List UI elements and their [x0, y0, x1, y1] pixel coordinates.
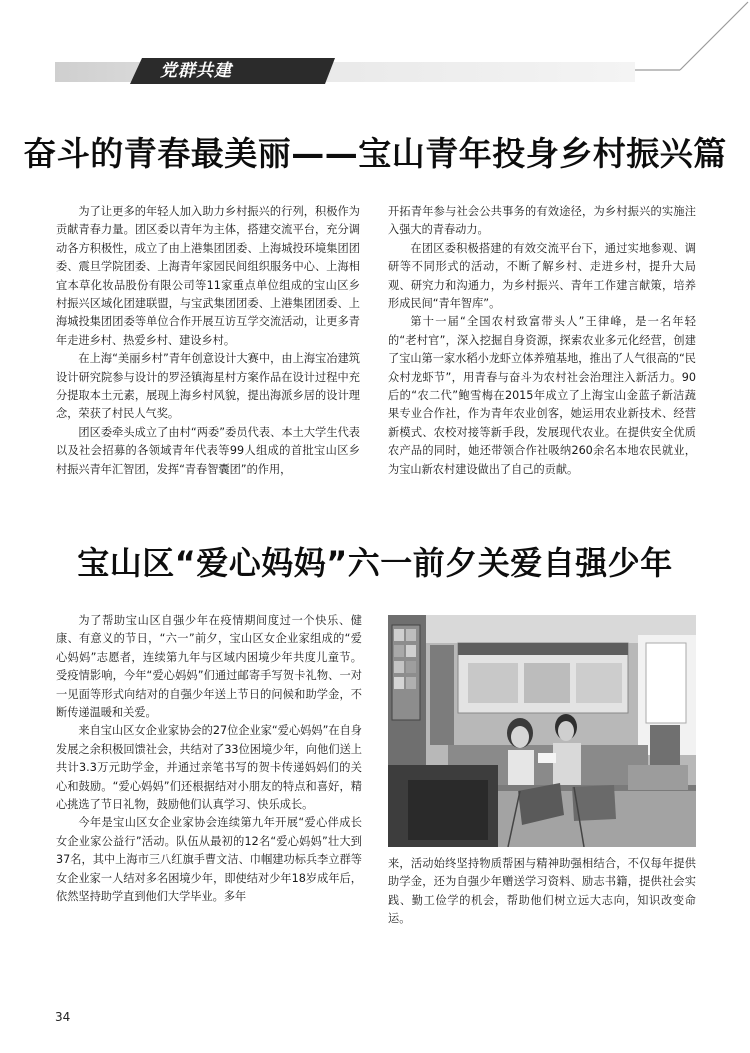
- page-number: 34: [55, 1010, 71, 1024]
- event-photo: [388, 615, 696, 847]
- section-label: 党群共建: [160, 61, 232, 81]
- paragraph-continuation: 开拓青年参与社会公共事务的有效途径，为乡村振兴的实施注入强大的青春动力。: [388, 205, 696, 237]
- paragraph: 为了让更多的年轻人加入助力乡村振兴的行列，积极作为贡献青春力量。团区委以青年为主体，搭建交流平台，充分调动各方积极性，成立了由上港集团团委、上海城投环境集团团委、震旦学院团委、上海青年家园民间组织服务中心、上海相宜本草化妆品股份有限公司等11家重点单位组成的宝山区乡村振兴区域化团建联盟，与宝武集团团委、上港集团团委、上海城投集团团委等单位合作开展互访互学交流活动，让更多青年走进乡村、热爱乡村、建设乡村。: [56, 205, 360, 347]
- article1-column-2: [388, 203, 696, 479]
- paragraph: 团区委牵头成立了由村“两委”委员代表、本土大学生代表以及社会招募的各领域青年代表等99人组成的首批宝山区乡村振兴青年汇智团，发挥“青春智囊团”的作用，: [56, 425, 360, 476]
- article1-column-1: [56, 203, 360, 479]
- corner-decoration: [620, 0, 750, 80]
- paragraph: 来自宝山区女企业家协会的27位企业家“爱心妈妈”在自身发展之余积极回馈社会，共结对了33位困境少年，向他们送上共计3.3万元助学金，并通过亲笔书写的贺卡传递妈妈们的关心和鼓励。“爱心妈妈”们还根据结对小朋友的特点和喜好，精心挑选了节日礼物，鼓励他们认真学习、快乐成长。: [56, 724, 362, 812]
- photo-illustration: [388, 615, 696, 847]
- paragraph: 在团区委积极搭建的有效交流平台下，通过实地参观、调研等不同形式的活动，不断了解乡村、走进乡村，提升大局观、研究力和沟通力，为乡村振兴、青年工作建言献策，培养形成民间“青年智库”。: [388, 241, 696, 311]
- article2-title: 宝山区“爱心妈妈”六一前夕关爱自强少年: [77, 544, 673, 582]
- section-header: [55, 56, 635, 86]
- article1-title: 奋斗的青春最美丽——宝山青年投身乡村振兴篇: [23, 134, 727, 173]
- article2-column-2: [388, 855, 696, 929]
- paragraph-continuation: 来，活动始终坚持物质帮困与精神助强相结合，不仅每年提供助学金，还为自强少年赠送学习资料、励志书籍，提供社会实践、勤工俭学的机会，帮助他们树立远大志向，知识改变命运。: [388, 857, 696, 926]
- paragraph: 今年是宝山区女企业家协会连续第九年开展“爱心伴成长 女企业家公益行”活动。队伍从最初的12名“爱心妈妈”壮大到37名，其中上海市三八红旗手曹文洁、巾帼建功标兵李立群等女企业家一人结对多名困境少年，即使结对少年18岁成年后，依然坚持助学直到他们大学毕业。多年: [56, 816, 362, 904]
- paragraph: 第十一届“全国农村致富带头人”王律峰，是一名年轻的“老村官”，深入挖掘自身资源，探索农业多元化经营，创建了宝山第一家水稻小龙虾立体养殖基地，推出了人气很高的“民众村龙虾节”，用青春与奋斗为农村社会治理注入新活力。90后的“农二代”鲍雪梅在2015年成立了上海宝山金蓝子新洁蔬果专业合作社，作为青年农业创客，她运用农业新技术、经营新模式、农校对接等新手段，发展现代农业。在提供安全优质农产品的同时，她还带领合作社吸纳260余名本地农民就业，为宝山新农村建设做出了自己的贡献。: [388, 315, 696, 476]
- paragraph: 为了帮助宝山区自强少年在疫情期间度过一个快乐、健康、有意义的节日，“六一”前夕，宝山区女企业家组成的“爱心妈妈”志愿者，连续第九年与区域内困境少年共度儿童节。受疫情影响，今年“爱心妈妈”们通过邮寄手写贺卡礼物、一对一见面等形式向结对的自强少年送上节日的问候和助学金，不断传递温暖和关爱。: [56, 614, 362, 720]
- paragraph: 在上海“美丽乡村”青年创意设计大赛中，由上海宝冶建筑设计研究院参与设计的罗泾镇海星村方案作品在设计过程中充分提取本土元素，展现上海乡村风貌，提出海派乡居的设计理念，荣获了村民人气奖。: [56, 352, 360, 421]
- article2-column-1: [56, 612, 362, 907]
